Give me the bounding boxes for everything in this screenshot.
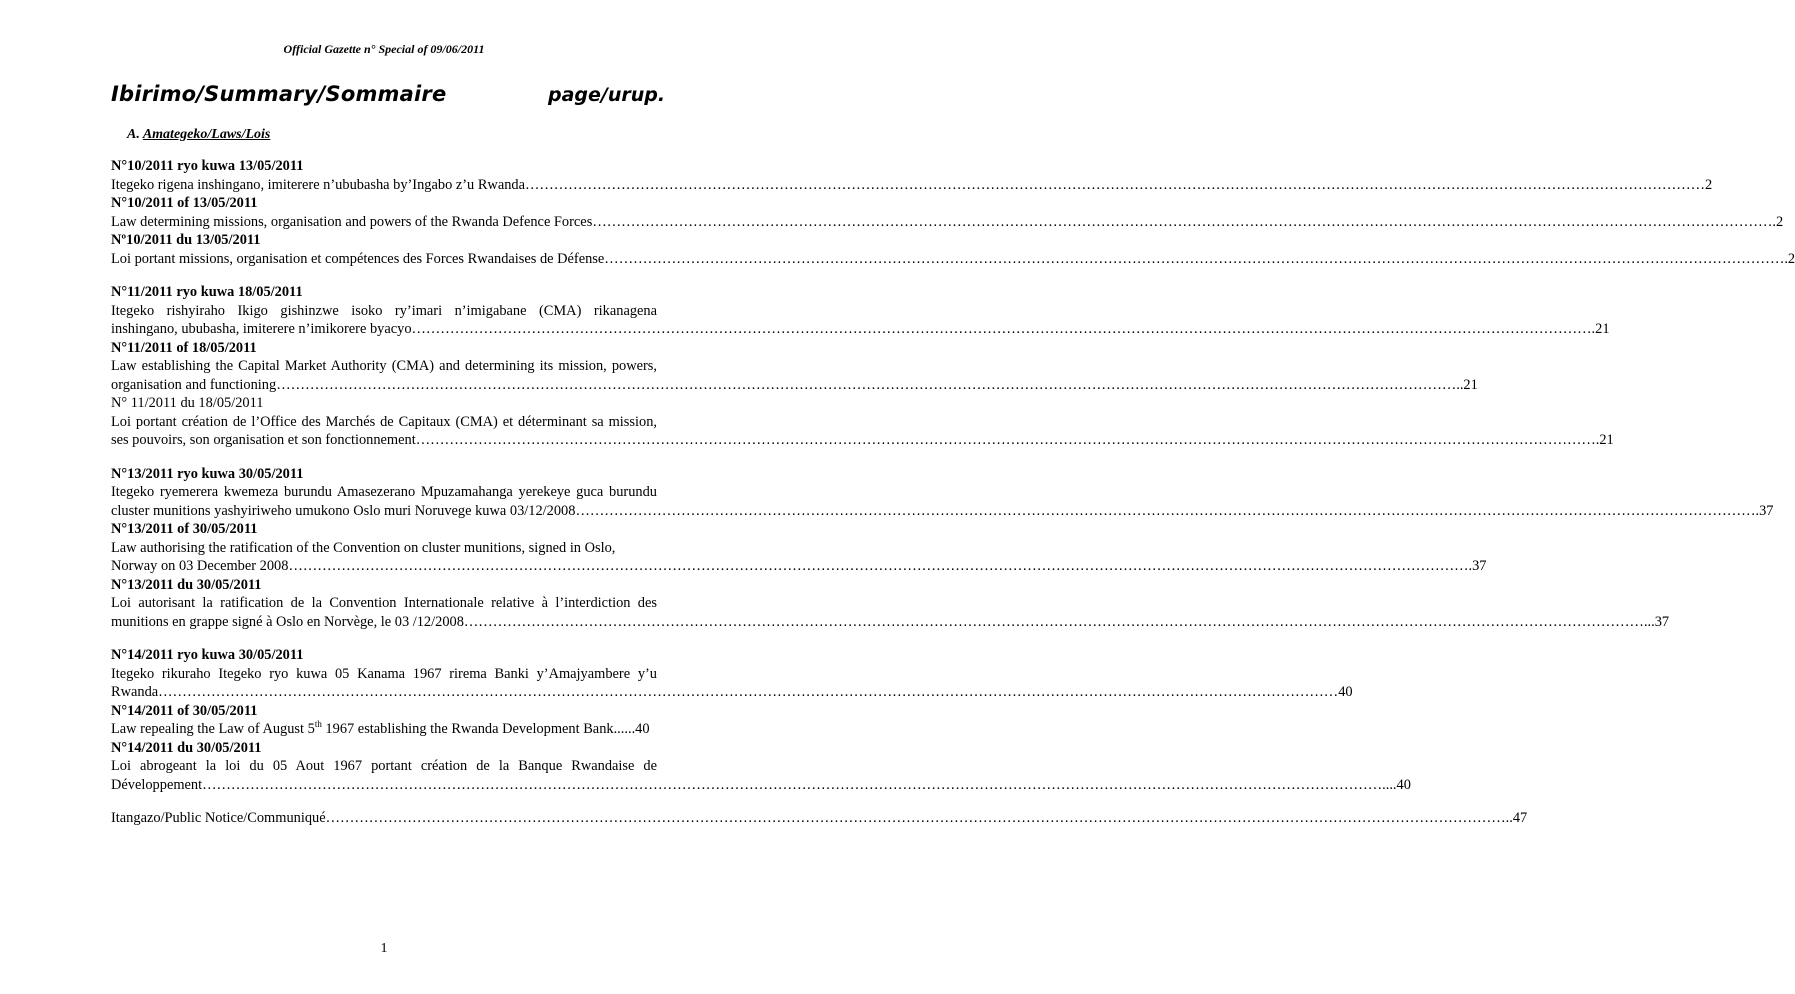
dot-leader — [464, 613, 1644, 632]
toc-entry — [111, 465, 1774, 632]
page-ref: 40 — [1338, 684, 1353, 700]
entry-text: Itegeko rikuraho Itegeko ryo kuwa 05 Kanama 1967 rirema Banki y’Amajyambere y’u — [111, 665, 657, 682]
entry-text: Norway on 03 December 2008 — [111, 558, 289, 574]
law-number: N°13/2011 of 30/05/2011 — [111, 521, 258, 537]
page-ref: ....40 — [1382, 776, 1411, 793]
toc-entry — [111, 157, 1795, 268]
page-ref: ..21 — [1456, 376, 1478, 393]
toc-line[interactable] — [111, 720, 657, 739]
entry-text: cluster munitions yashyiriweho umukono Oslo muri Noruvege kuwa 03/12/2008 — [111, 502, 576, 519]
law-number: N°11/2011 ryo kuwa 18/05/2011 — [111, 284, 303, 300]
entry-text-page: 1967 establishing the Rwanda Development Bank......40 — [321, 721, 650, 737]
entry-text: Itangazo/Public Notice/Communiqué — [111, 810, 326, 826]
dot-leader — [525, 176, 1705, 195]
dot-leader — [276, 376, 1456, 395]
toc-entry — [111, 646, 1411, 794]
dot-leader — [592, 213, 1772, 232]
toc-entry — [111, 809, 1528, 828]
entry-text: munitions en grappe signé à Oslo en Norvège, le 03 /12/2008 — [111, 613, 464, 630]
entry-text: Itegeko rigena inshingano, imiterere n’ububasha by’Ingabo z’u Rwanda — [111, 176, 525, 193]
toc-entry — [111, 283, 1614, 450]
entry-text: organisation and functioning — [111, 376, 277, 393]
dot-leader — [575, 502, 1755, 521]
law-number: Nº10/2011 du 13/05/2011 — [111, 232, 261, 248]
dot-leader — [202, 776, 1382, 795]
toc-line[interactable] — [111, 613, 1670, 632]
dot-leader — [288, 557, 1468, 576]
law-number: N°13/2011 ryo kuwa 30/05/2011 — [111, 465, 304, 482]
toc-line[interactable] — [111, 376, 1478, 395]
law-number: N°10/2011 ryo kuwa 13/05/2011 — [111, 158, 304, 174]
law-number: N°14/2011 ryo kuwa 30/05/2011 — [111, 647, 304, 663]
entry-text: Loi abrogeant la loi du 05 Aout 1967 portant création de la Banque Rwandaise de — [111, 758, 657, 774]
section-heading — [127, 127, 270, 143]
section-title[interactable]: Amategeko/Laws/Lois — [142, 127, 271, 142]
law-number: N°11/2011 of 18/05/2011 — [111, 339, 257, 356]
dot-leader — [412, 320, 1592, 339]
dot-leader — [326, 809, 1506, 828]
toc-line[interactable] — [111, 250, 1795, 269]
dot-leader — [604, 250, 1784, 269]
toc-line[interactable] — [111, 320, 1610, 339]
toc-line[interactable] — [111, 557, 1487, 576]
entry-text: Itegeko ryemerera kwemeza burundu Amasezerano Mpuzamahanga yerekeye guca burundu — [111, 484, 657, 500]
law-number: N°13/2011 du 30/05/2011 — [111, 576, 262, 593]
entry-text: Loi portant missions, organisation et compétences des Forces Rwandaises de Défense — [111, 250, 605, 267]
toc-line[interactable] — [111, 176, 1713, 195]
entry-text: Rwanda — [111, 684, 159, 700]
page-ref: .37 — [1468, 558, 1487, 574]
entry-text: Itegeko rishyiraho Ikigo gishinzwe isoko ry’imari n’imigabane (CMA) rikanagena — [111, 302, 657, 319]
toc-line[interactable] — [111, 431, 1614, 450]
entry-text: Développement — [111, 776, 203, 793]
entry-text: Loi autorisant la ratification de la Convention Internationale relative à l’interdiction des — [111, 595, 657, 611]
ordinal-suffix: th — [314, 719, 322, 730]
page-ref: .37 — [1755, 502, 1774, 519]
dot-leader — [158, 683, 1338, 702]
entry-text: Law establishing the Capital Market Authority (CMA) and determining its mission, powers, — [111, 358, 657, 374]
toc-line[interactable] — [111, 502, 1774, 521]
page-ref: .2 — [1772, 213, 1784, 230]
toc-line[interactable] — [111, 776, 1411, 795]
page-ref: ..47 — [1505, 810, 1528, 826]
toc-line[interactable] — [111, 809, 1528, 828]
entry-text: Loi portant création de l’Office des Marchés de Capitaux (CMA) et déterminant sa mission, — [111, 413, 657, 430]
entry-text: Law authorising the ratification of the Convention on cluster munitions, signed in Oslo, — [111, 539, 616, 556]
entry-text: ses pouvoirs, son organisation et son fonctionnement — [111, 432, 416, 448]
page-ref: .2 — [1784, 250, 1795, 267]
page-number: 1 — [380, 941, 388, 956]
dot-leader — [416, 431, 1596, 450]
page-column-label: page/urup. — [548, 84, 666, 106]
summary-title: Ibirimo/Summary/Sommaire — [111, 82, 447, 106]
page-ref: ...37 — [1643, 613, 1670, 630]
page-ref: 2 — [1705, 176, 1713, 193]
entry-text: Law repealing the Law of August 5 — [111, 721, 315, 737]
page-ref: .21 — [1595, 432, 1614, 448]
entry-text: Law determining missions, organisation and powers of the Rwanda Defence Forces — [111, 213, 593, 230]
page-ref: .21 — [1591, 321, 1610, 337]
law-number: N°14/2011 du 30/05/2011 — [111, 739, 262, 756]
law-number: N°10/2011 of 13/05/2011 — [111, 195, 258, 211]
toc-line[interactable] — [111, 213, 1784, 232]
law-number: N°14/2011 of 30/05/2011 — [111, 702, 258, 719]
entry-text: inshingano, ububasha, imiterere n’imikorere byacyo — [111, 321, 412, 337]
running-header: Official Gazette n° Special of 09/06/2011 — [283, 42, 485, 56]
entry-text: N° 11/2011 du 18/05/2011 — [111, 395, 264, 411]
table-of-contents — [111, 157, 1795, 843]
toc-line[interactable] — [111, 683, 1353, 702]
section-letter: A. — [127, 127, 140, 142]
